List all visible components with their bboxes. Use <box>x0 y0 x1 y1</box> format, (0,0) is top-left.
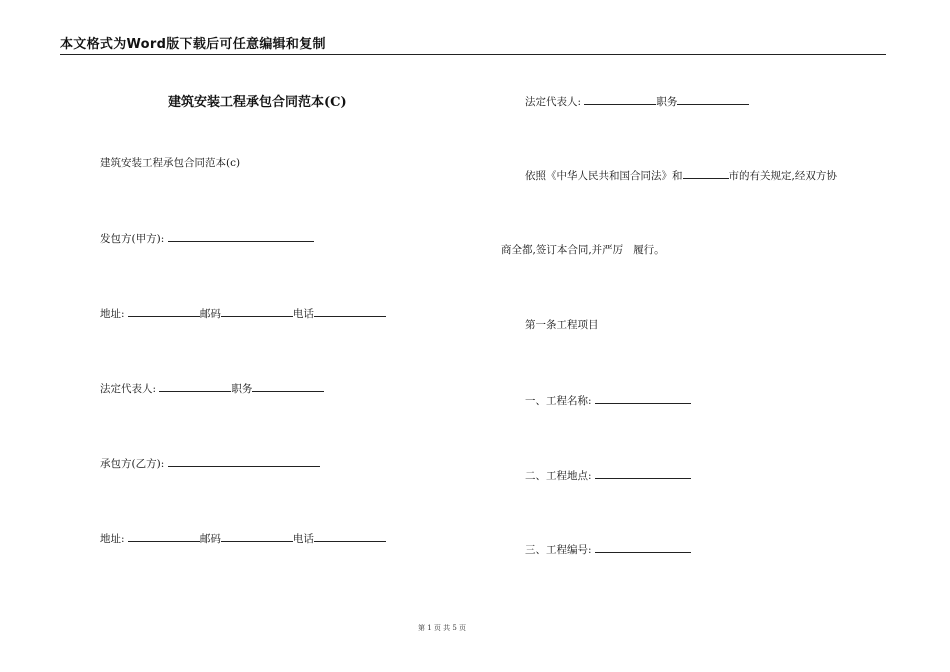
project-location-blank[interactable] <box>595 468 691 479</box>
paragraph-line-2 <box>501 243 665 257</box>
position-blank[interactable] <box>677 94 749 105</box>
legal-rep-blank[interactable] <box>584 94 656 105</box>
paragraph-end: 市的有关规定,经双方协 <box>728 170 837 182</box>
position-label: 职务 <box>656 96 678 108</box>
address-line-1 <box>100 306 386 321</box>
project-number-label: 三、工程编号: <box>525 544 592 556</box>
project-number-blank[interactable] <box>595 542 691 553</box>
paragraph-line-1 <box>525 168 837 183</box>
paragraph-start: 依照《中华人民共和国合同法》和 <box>525 170 683 182</box>
legal-rep-line-2 <box>525 94 749 109</box>
legal-rep-label: 法定代表人: <box>100 383 157 395</box>
phone-label: 电话 <box>292 533 314 545</box>
party-a-blank[interactable] <box>168 231 314 242</box>
postcode-label: 邮码 <box>199 308 221 320</box>
header-text: 本文格式为Word版下载后可任意编辑和复制 <box>60 37 326 52</box>
project-name-blank[interactable] <box>595 393 691 404</box>
project-name-line <box>525 393 691 408</box>
party-b-blank[interactable] <box>168 456 320 467</box>
position-blank[interactable] <box>252 381 324 392</box>
address-blank[interactable] <box>128 306 200 317</box>
article-1-label: 第一条工程项目 <box>525 319 599 331</box>
project-number-line <box>525 542 691 557</box>
legal-rep-blank[interactable] <box>159 381 231 392</box>
document-subtitle <box>100 156 240 170</box>
page-number: 第 1 页 共 5 页 <box>417 624 467 632</box>
project-location-line <box>525 468 691 483</box>
phone-blank[interactable] <box>314 306 386 317</box>
project-name-label: 一、工程名称: <box>525 395 592 407</box>
phone-label: 电话 <box>292 308 314 320</box>
paragraph-cont: 商全都,签订本合同,并严厉 <box>501 244 624 256</box>
address-blank[interactable] <box>128 531 200 542</box>
phone-blank[interactable] <box>314 531 386 542</box>
subtitle-text: 建筑安装工程承包合同范本(c) <box>100 157 241 169</box>
postcode-blank[interactable] <box>221 306 293 317</box>
address-label: 地址: <box>100 308 125 320</box>
city-blank[interactable] <box>683 168 729 179</box>
document-title: 建筑安装工程承包合同范本(C) <box>168 95 347 110</box>
paragraph-tail: 履行。 <box>633 244 665 256</box>
postcode-label: 邮码 <box>199 533 221 545</box>
page-footer <box>0 623 884 633</box>
address-line-2 <box>100 531 386 546</box>
position-label: 职务 <box>231 383 253 395</box>
page-header <box>60 34 886 55</box>
party-b-line <box>100 456 320 471</box>
postcode-blank[interactable] <box>221 531 293 542</box>
article-heading <box>525 318 599 332</box>
legal-rep-label: 法定代表人: <box>525 96 582 108</box>
party-a-label: 发包方(甲方): <box>100 233 165 245</box>
address-label: 地址: <box>100 533 125 545</box>
party-a-line <box>100 231 314 246</box>
legal-rep-line-1 <box>100 381 324 396</box>
party-b-label: 承包方(乙方): <box>100 458 165 470</box>
project-location-label: 二、工程地点: <box>525 470 592 482</box>
